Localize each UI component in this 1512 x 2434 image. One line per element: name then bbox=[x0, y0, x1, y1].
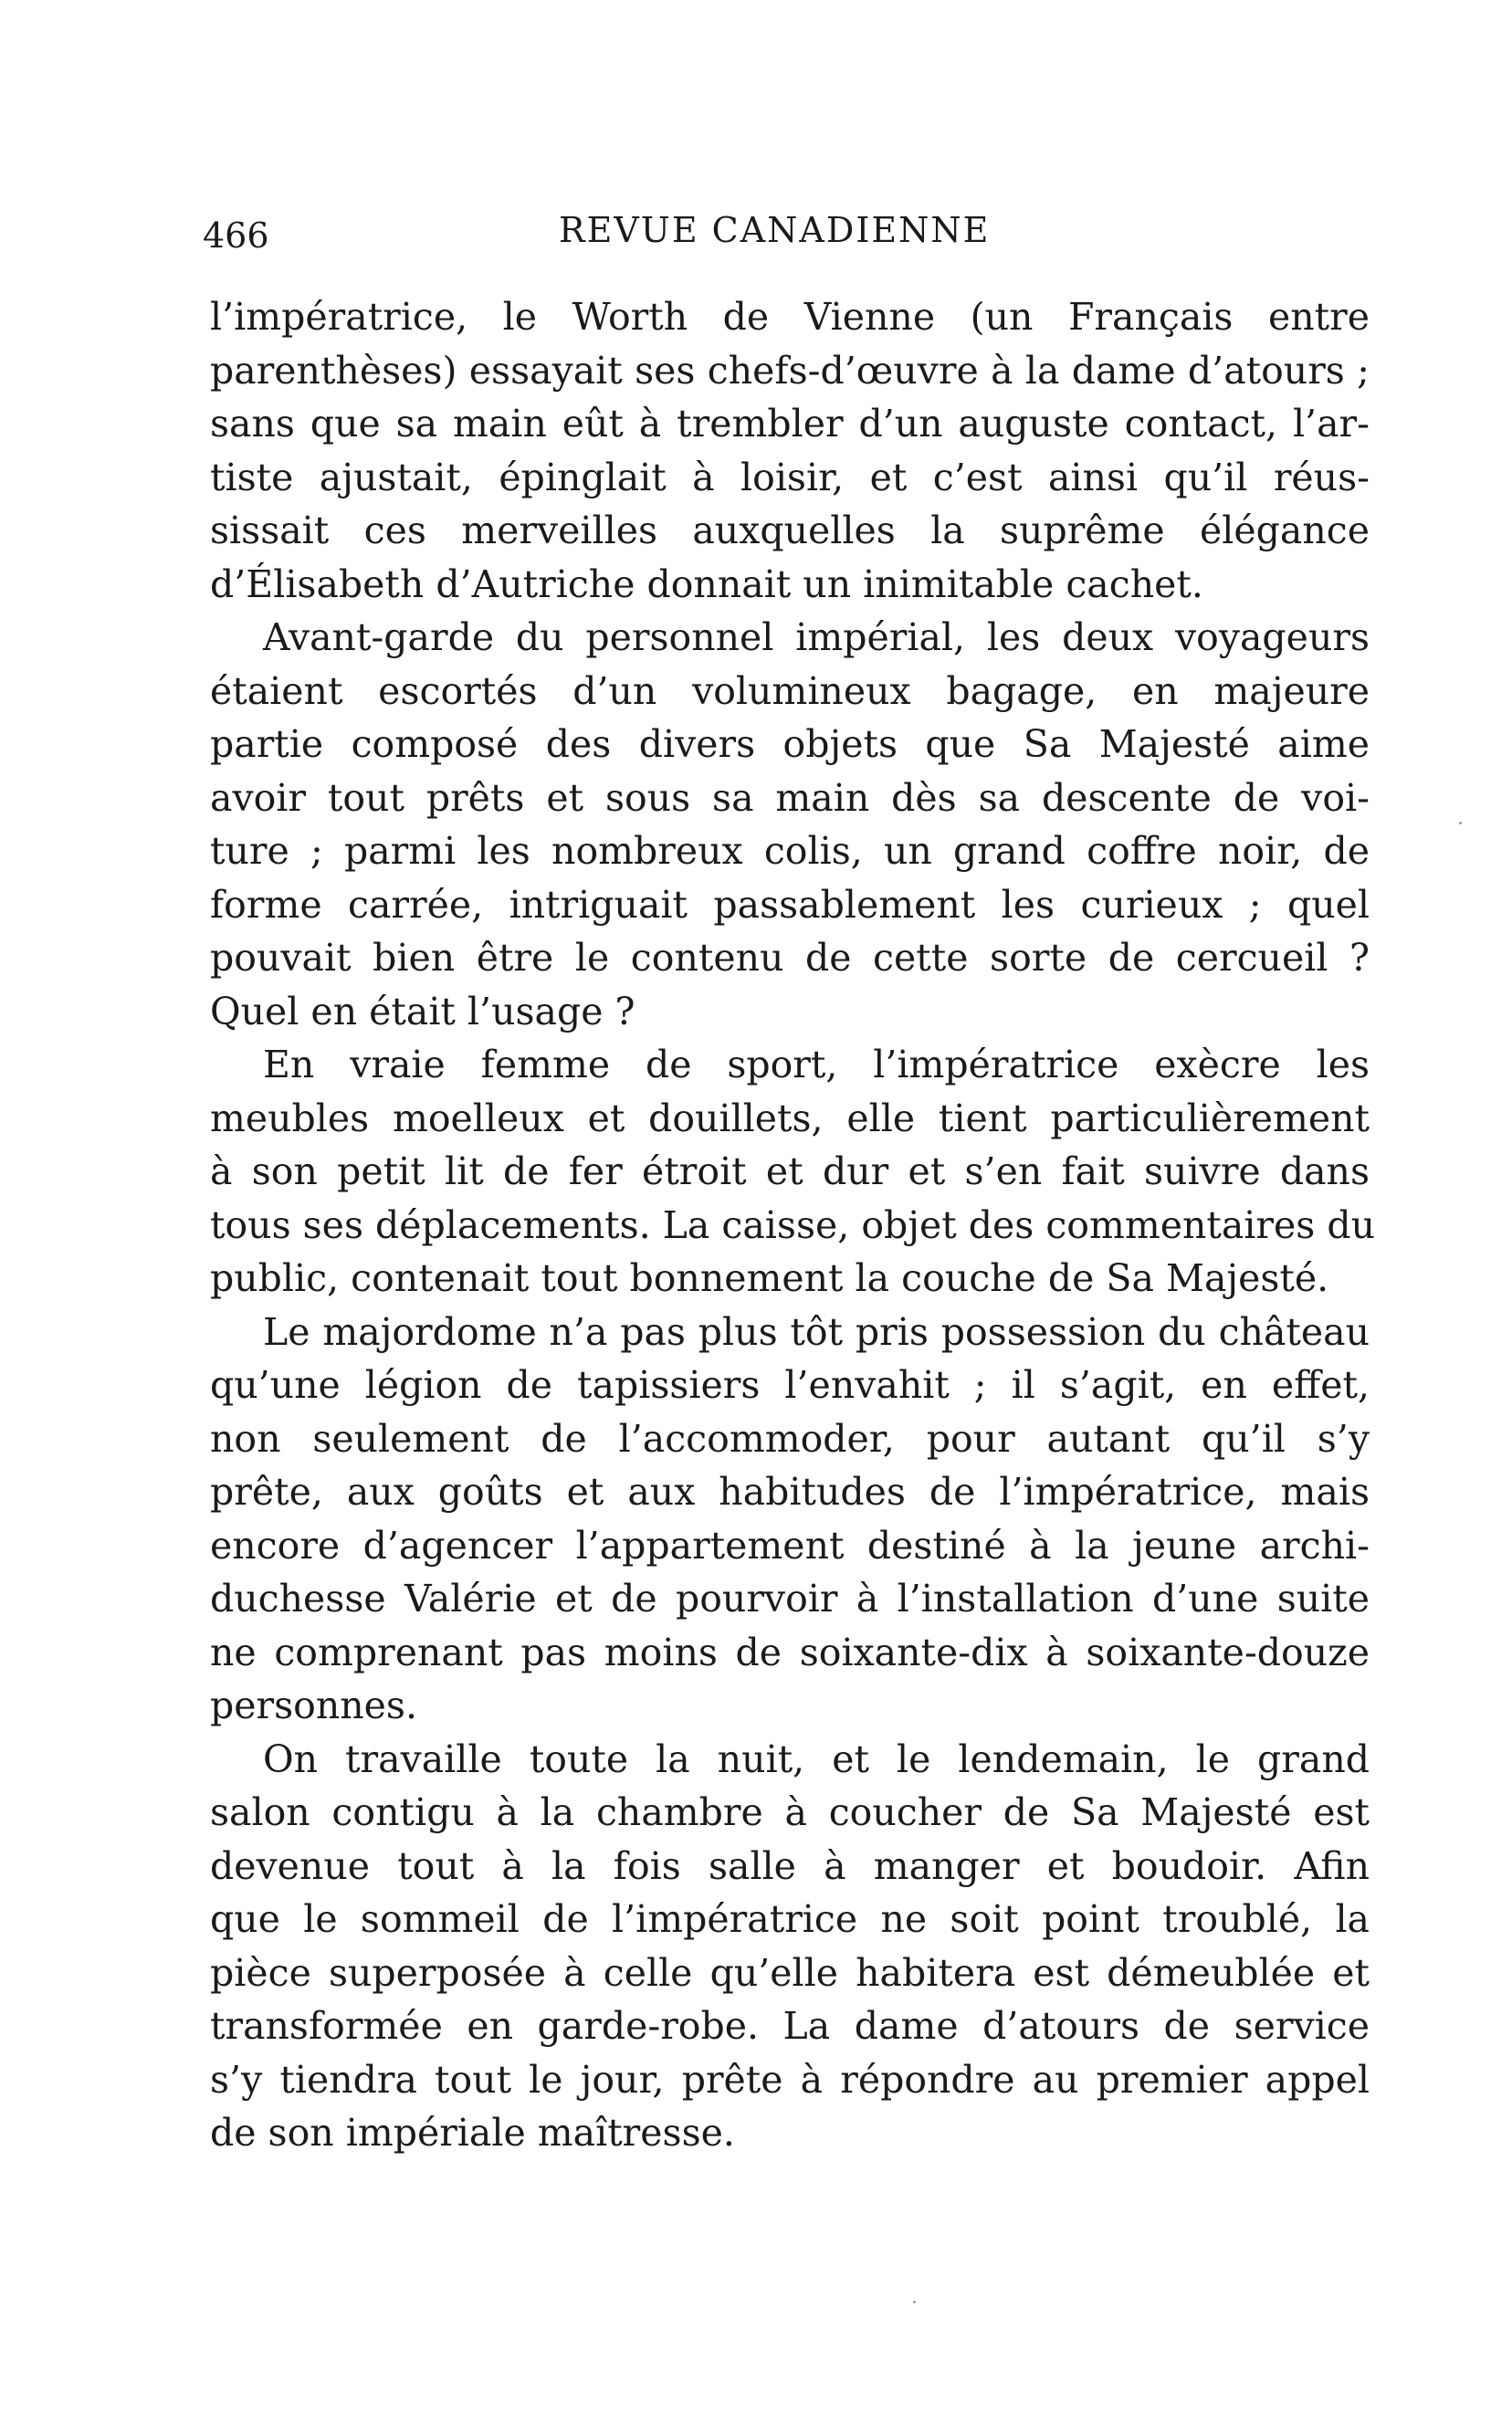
text-line: sans que sa main eût à trembler d’un auguste contact, l’ar- bbox=[210, 402, 1370, 446]
text-line: de son impériale maîtresse. bbox=[210, 2111, 735, 2155]
text-line: que le sommeil de l’impératrice ne soit point troublé, la bbox=[210, 1897, 1370, 1941]
text-line: encore d’agencer l’appartement destiné à la jeune archi- bbox=[210, 1523, 1370, 1568]
running-head bbox=[203, 210, 1371, 265]
text-line: avoir tout prêts et sous sa main dès sa descente de voi- bbox=[210, 775, 1370, 820]
text-line: sissait ces merveilles auxquelles la suprême élégance bbox=[210, 509, 1370, 552]
text-line: forme carrée, intriguait passablement les curieux ; quel bbox=[210, 882, 1370, 927]
paragraph bbox=[210, 1306, 1370, 1733]
text-line: On travaille toute la nuit, et le lendemain, le grand bbox=[263, 1736, 1370, 1781]
text-line: pouvait bien être le contenu de cette sorte de cercueil ? bbox=[210, 936, 1370, 980]
text-line: s’y tiendra tout le jour, prête à répondre au premier appel bbox=[210, 2057, 1370, 2102]
text-line: meubles moelleux et douillets, elle tient particulièrement bbox=[210, 1096, 1370, 1140]
text-line: d’Élisabeth d’Autriche donnait un inimitable cachet. bbox=[210, 561, 1203, 606]
text-line: parenthèses) essayait ses chefs-d’œuvre à la dame d’atours ; bbox=[210, 348, 1370, 393]
paper-speck bbox=[913, 2301, 916, 2303]
journal-title: REVUE CANADIENNE bbox=[559, 210, 991, 250]
paragraph bbox=[210, 1038, 1376, 1306]
text-line: Avant-garde du personnel impérial, les deux voyageurs bbox=[263, 615, 1370, 659]
text-line: public, contenait tout bonnement la couche de Sa Majesté. bbox=[210, 1256, 1329, 1300]
text-line: devenue tout à la fois salle à manger et boudoir. Afin bbox=[210, 1843, 1370, 1888]
text-line: tiste ajustait, épinglait à loisir, et c’est ainsi qu’il réus- bbox=[210, 455, 1370, 499]
text-line: pièce superposée à celle qu’elle habitera est démeublée et bbox=[210, 1950, 1370, 1995]
paragraph bbox=[210, 290, 1370, 611]
text-line: En vraie femme de sport, l’impératrice exècre les bbox=[263, 1043, 1370, 1086]
text-line: salon contigu à la chambre à coucher de Sa Majesté est bbox=[210, 1790, 1370, 1834]
paper-speck bbox=[1459, 822, 1462, 824]
text-line: prête, aux goûts et aux habitudes de l’impératrice, mais bbox=[210, 1470, 1370, 1514]
text-line: duchesse Valérie et de pourvoir à l’installation d’une suite bbox=[210, 1577, 1370, 1621]
text-line: l’impératrice, le Worth de Vienne (un Français entre bbox=[210, 295, 1370, 339]
paragraph bbox=[210, 1733, 1370, 2160]
text-line: non seulement de l’accommoder, pour autant qu’il s’y bbox=[210, 1416, 1370, 1461]
text-line: tous ses déplacements. La caisse, objet des commentaires du bbox=[210, 1202, 1376, 1247]
text-line: personnes. bbox=[210, 1684, 417, 1727]
text-line: étaient escortés d’un volumineux bagage, en majeure bbox=[210, 668, 1370, 713]
text-line: qu’une légion de tapissiers l’envahit ; il s’agit, en effet, bbox=[210, 1363, 1370, 1407]
text-line: Le majordome n’a pas plus tôt pris possession du château bbox=[263, 1309, 1370, 1354]
text-line: ture ; parmi les nombreux colis, un grand coffre noir, de bbox=[210, 829, 1370, 873]
text-line: Quel en était l’usage ? bbox=[210, 989, 635, 1033]
body-text bbox=[210, 290, 1376, 2160]
page-number: 466 bbox=[203, 215, 269, 256]
paragraph bbox=[210, 611, 1370, 1038]
text-line: à son petit lit de fer étroit et dur et s’en fait suivre dans bbox=[210, 1149, 1370, 1193]
text-line: transformée en garde-robe. La dame d’atours de service bbox=[210, 2004, 1370, 2048]
text-line: ne comprenant pas moins de soixante-dix à soixante-douze bbox=[210, 1630, 1370, 1674]
text-line: partie composé des divers objets que Sa Majesté aime bbox=[210, 722, 1370, 766]
